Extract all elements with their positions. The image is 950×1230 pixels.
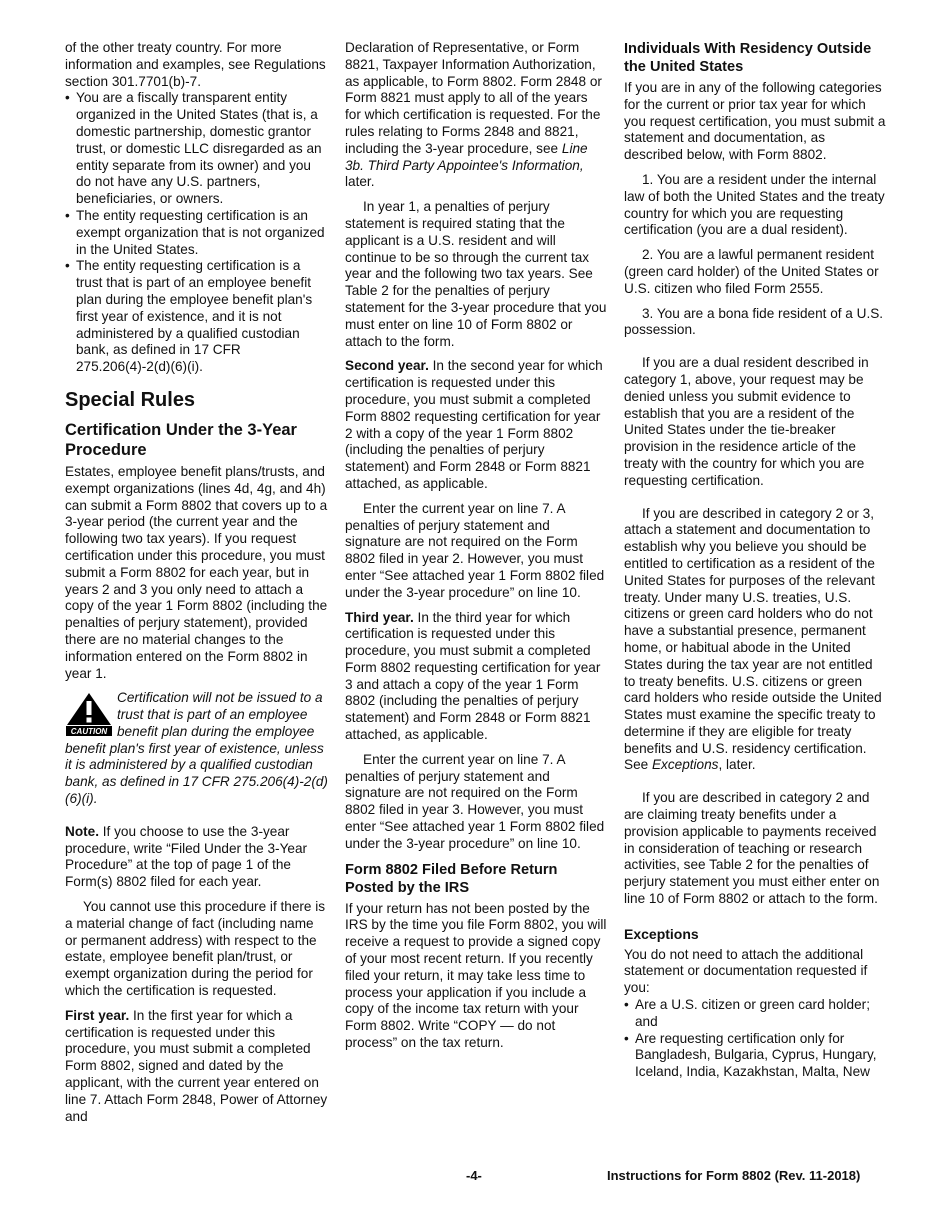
bullet-item: • The entity requesting certification is an exempt organization that is not organized in the United States.: [65, 208, 329, 258]
bullet-item: • The entity requesting certification is a trust that is part of an employee benefit plan during the employee benefit plan's first year of existence, and it is not administered by a qualified custodian bank, as defined in 17 CFR 275.206(4)-2(d)(6)(i).: [65, 258, 329, 376]
first-year-label: First year.: [65, 1007, 130, 1023]
second-year-text: In the second year for which certification is requested under this procedure, you must submit a completed Form 8802 requesting certification for year 2 with a copy of the year 1 Form 8802 (including the penalties of perjury statement) and Form 2848 or Form 8821 attached, as applicable.: [345, 358, 603, 491]
page-number: -4-: [466, 1168, 482, 1183]
paragraph: of the other treaty country. For more information and examples, see Regulations section 301.7701(b)-7.: [65, 40, 326, 89]
note-paragraph: [65, 824, 329, 891]
third-year-paragraph: [345, 610, 607, 744]
heading-form-8802-filed-before-return: Form 8802 Filed Before Return Posted by the IRS: [345, 861, 558, 896]
paragraph-text: If you are described in category 2 or 3, attach a statement and documentation to establish why you believe you should be entitled to certification as a resident of the United States for purposes of the relevant treaty. Under many U.S. treaties, U.S. citizens or green card holders who do not have a substantial presence, permanent home, or habitual abode in the United States during the tax year are not entitled to treaty benefits. U.S. citizens or green card holders who reside outside the United States must examine the specific treaty to determine if they are eligible for treaty benefits and U.S. residency certification. See: [624, 505, 882, 773]
cross-reference: Exceptions: [651, 757, 719, 773]
note-text: If you choose to use the 3-year procedure, write “Filed Under the 3-Year Procedure” at the top of page 1 of the Form(s) 8802 filed for each year.: [65, 823, 308, 890]
third-year-label: Third year.: [345, 609, 414, 625]
third-year-text: In the third year for which certification is requested under this procedure, you must submit a completed Form 8802 requesting certification for year 3 and attach a copy of the year 1 Form 8802 (including the penalties of perjury statement) and Form 2848 or Form 8821 attached, as applicable.: [345, 609, 601, 743]
caution-label: CAUTION: [70, 727, 108, 737]
paragraph: Enter the current year on line 7. A penalties of perjury statement and signature are not required on the Form 8802 filed in year 3. However, you must enter “See attached year 1 Form 8802 filed under the 3-year procedure” on line 10.: [345, 751, 605, 851]
footer-title: Instructions for Form 8802 (Rev. 11-2018): [607, 1168, 861, 1183]
heading-special-rules: Special Rules: [65, 388, 196, 411]
note-label: Note.: [65, 823, 99, 839]
paragraph: Estates, employee benefit plans/trusts, and exempt organizations (lines 4d, 4g, and 4h) can submit a Form 8802 that covers up to a 3-year period (the current year and the following two tax years). If you request certification under this procedure, you must submit a Form 8802 for each year, but in years 2 and 3 you only need to attach a copy of the year 1 Form 8802 (including the penalties of perjury statement), provided there are no material changes to the information entered on the Form 8802 in year 1.: [65, 463, 328, 681]
paragraph: If you are in any of the following categories for the current or prior tax year for which you request certification, you must submit a statement and documentation, as described below, with Form 8802.: [624, 80, 886, 163]
cross-reference: Line 3b. Third Party Appointee's Information,: [345, 140, 588, 173]
paragraph: [624, 506, 886, 775]
paragraph-text: , later.: [718, 757, 756, 773]
paragraph: [345, 40, 607, 191]
caution-note: [65, 690, 329, 808]
paragraph: You do not need to attach the additional statement or documentation requested if you:: [624, 946, 868, 996]
paragraph: You cannot use this procedure if there is a material change of fact (including name or permanent address) with respect to the estate, employee benefit plan/trust, or exempt organization during the period for which the certification is requested.: [65, 899, 326, 999]
paragraph-text: Declaration of Representative, or Form 8821, Taxpayer Information Authorization, as applicable, to Form 8802. Form 2848 or Form 8821 must apply to all of the years for which certification is requested. For the rules relating to Forms 2848 and 8821, including the 3-year procedure, see: [345, 40, 602, 156]
column-3: [624, 40, 886, 1081]
heading-exceptions: Exceptions: [624, 925, 699, 942]
paragraph: If you are a dual resident described in category 1, above, your request may be denied unless you submit evidence to establish that you are a resident of the United States under the tie-breaker provision in the residence article of the treaty with the country for which you are requesting certification.: [624, 355, 869, 488]
caution-icon: [65, 692, 113, 736]
paragraph: If your return has not been posted by the IRS by the time you file Form 8802, you will receive a request to provide a signed copy of your most recent return. If you recently filed your return, it may take less time to process your application if you include a copy of the income tax return with your Form 8802. Write “COPY — do not process” on the tax return.: [345, 900, 607, 1051]
bullet-item: • Are a U.S. citizen or green card holder; and: [624, 997, 886, 1031]
first-year-text: In the first year for which a certification is requested under this procedure, you must submit a completed Form 8802, signed and dated by the applicant, with the current year entered on line 7. Attach Form 2848, Power of Attorney and: [65, 1007, 328, 1124]
heading-certification-3-year: Certification Under the 3-Year Procedure: [65, 420, 297, 459]
list-item: 3. You are a bona fide resident of a U.S. possession.: [624, 305, 884, 338]
heading-individuals-outside-us: Individuals With Residency Outside the United States: [624, 41, 872, 75]
second-year-paragraph: [345, 358, 607, 492]
bullet-item: • You are a fiscally transparent entity organized in the United States (that is, a domestic partnership, domestic grantor trust, or domestic LLC disregarded as an entity separate from its owner) and you do not have any U.S. partners, beneficiaries, or owners.: [65, 90, 329, 208]
paragraph-text: later.: [345, 174, 375, 190]
bullet-item: • Are requesting certification only for Bangladesh, Bulgaria, Cyprus, Hungary, Iceland, India, Kazakhstan, Malta, New: [624, 1031, 886, 1081]
first-year-paragraph: [65, 1008, 329, 1126]
column-1: [65, 40, 329, 1133]
paragraph: In year 1, a penalties of perjury statement is required stating that the applicant is a U.S. resident and will continue to be so through the current tax year and the following two tax years. See Table 2 for the penalties of perjury statement for the 3-year procedure that you must enter on line 10 of Form 8802 or attach to the form.: [345, 199, 607, 349]
list-item: 1. You are a resident under the internal law of both the United States and the treaty country for which you are requesting certification (you are a dual resident).: [624, 171, 885, 238]
column-2: [345, 40, 607, 1060]
second-year-label: Second year.: [345, 358, 429, 374]
caution-text: Certification will not be issued to a trust that is part of an employee benefit plan during the employee benefit plan's first year of existence, unless it is administered by a qualified custodian bank, as defined in 17 CFR 275.206(4)-2(d)(6)(i).: [65, 690, 328, 807]
list-item: 2. You are a lawful permanent resident (green card holder) of the United States or U.S. citizen who filed Form 2555.: [624, 247, 879, 296]
paragraph: Enter the current year on line 7. A penalties of perjury statement and signature are not required on the Form 8802 filed in year 2. However, you must enter “See attached year 1 Form 8802 filed under the 3-year procedure” on line 10.: [345, 500, 605, 600]
paragraph: If you are described in category 2 and are claiming treaty benefits under a provision applicable to payments received in consideration of teaching or research activities, see Table 2 for the penalties of perjury statement you must either enter on line 10 of Form 8802 or attach to the form.: [624, 790, 880, 907]
